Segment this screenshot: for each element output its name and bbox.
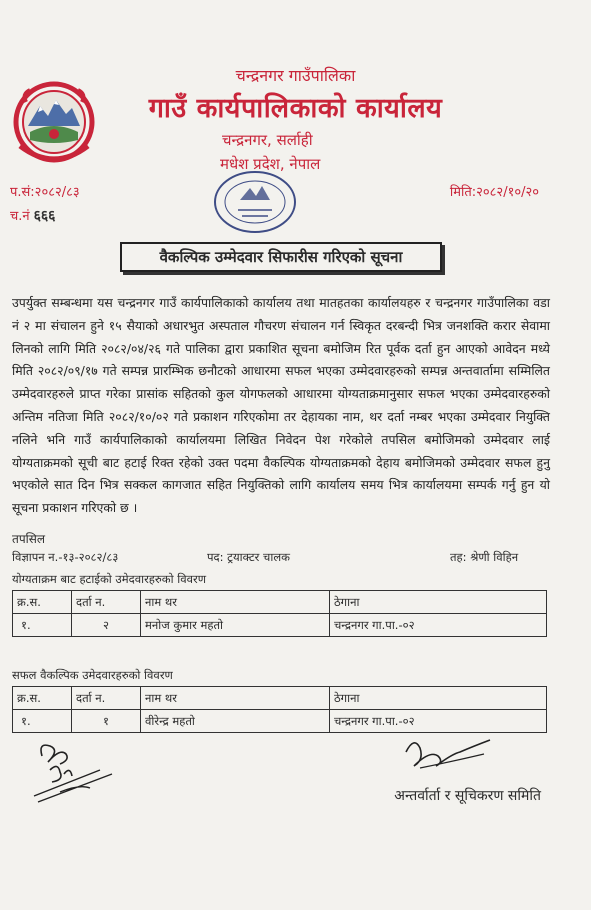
table-row xyxy=(13,710,547,733)
signature-right-icon xyxy=(400,732,500,782)
table-header-row xyxy=(13,591,547,614)
cell-name: वीरेन्द्र महतो xyxy=(141,710,330,733)
cell-serial: १. xyxy=(13,710,72,733)
selected-candidates-title: सफल वैकल्पिक उमेदवारहरुको विवरण xyxy=(12,668,173,682)
cell-address: चन्द्रनगर गा.पा.-०२ xyxy=(330,710,547,733)
table-row xyxy=(13,614,547,637)
office-stamp-icon xyxy=(210,166,300,238)
col-address: ठेगाना xyxy=(330,687,547,710)
selected-candidates-table xyxy=(12,686,547,733)
office-name: गाउँ कार्यपालिकाको कार्यालय xyxy=(148,93,443,124)
removed-candidates-title: योग्यताक्रम बाट हटाईको उमेदवारहरुको विवरण xyxy=(12,572,207,586)
col-reg-no: दर्ता न. xyxy=(72,687,141,710)
notice-title: वैकल्पिक उम्मेदवार सिफारीस गरिएको सूचना xyxy=(120,242,442,272)
post-name: पद: ट्रयाक्टर चालक xyxy=(207,550,290,564)
cell-reg-no: २ xyxy=(72,614,141,637)
issue-date: मिति:२०८२/१०/२० xyxy=(449,185,539,200)
removed-candidates-table xyxy=(12,590,547,637)
table-header-row xyxy=(13,687,547,710)
col-address: ठेगाना xyxy=(330,591,547,614)
cell-name: मनोज कुमार महतो xyxy=(141,614,330,637)
col-name: नाम थर xyxy=(141,687,330,710)
address-line-2: मधेश प्रदेश, नेपाल xyxy=(220,155,321,173)
col-serial: क्र.स. xyxy=(13,687,72,710)
cell-address: चन्द्रनगर गा.पा.-०२ xyxy=(330,614,547,637)
col-name: नाम थर xyxy=(141,591,330,614)
col-serial: क्र.स. xyxy=(13,591,72,614)
municipality-name: चन्द्रनगर गाउँपालिका xyxy=(235,66,356,85)
committee-name: अन्तर्वार्ता र सूचिकरण समिति xyxy=(394,788,541,804)
cell-serial: १. xyxy=(13,614,72,637)
address-line-1: चन्द्रनगर, सर्लाही xyxy=(222,131,313,149)
post-level: तह: श्रेणी विहिन xyxy=(450,550,519,564)
dispatch-label: च.नं xyxy=(10,209,30,224)
advert-number: विज्ञापन न.-१३-२०८२/८३ xyxy=(12,550,119,564)
col-reg-no: दर्ता न. xyxy=(72,591,141,614)
dispatch-number xyxy=(10,206,55,225)
letter-number: प.सं:२०८२/८३ xyxy=(10,185,80,200)
schedule-label: तपसिल xyxy=(12,532,46,546)
dispatch-value: ६६६ xyxy=(33,208,56,224)
cell-reg-no: १ xyxy=(72,710,141,733)
signature-left-icon xyxy=(30,736,130,806)
notice-body: उपर्युक्त सम्बन्धमा यस चन्द्रनगर गाउँ कार्यपालिकाको कार्यालय तथा मातहतका कार्यालयहरु र चन्द्रनगर गाउँपालिका वडा नं २ मा संचालन हुने १५ सैयाको अधारभुत अस्पताल गौचरण संचालन गर्न स्विकृत दरबन्दी भित्र जनशक्ति करार सेवामा लिनको लागि मिति २०८२/०४/२६ गते पालिका द्वारा प्रकाशित सूचना बमोजिम रित पूर्वक दर्ता हुन आएको आवेदन मध्ये मिति २०८२/०९/१७ गते सम्पन्न प्रारम्भिक छनौटको आधारमा सफल भएका उम्मेदवारहरुको सम्पन्न अन्तवार्तामा सम्मिलित उम्मेदवारहरुले प्राप्त गरेका प्रासांक सहितको कुल योगफलको आधारमा योग्यताक्रमानुसार सफल भएका उम्मेदवारहरुको अन्तिम नतिजा मिति २०८२/१०/०२ गते प्रकाशन गरिएकोमा तर देहायका नाम, थर दर्ता नम्बर भएका उम्मेदवार नियुक्ति नलिने भनि गाउँ कार्यपालिकाको कार्यालयमा लिखित निवेदन पेश गरेकोले तपसिल बमोजिमको उम्मेदवार लाई योग्यताक्रमको सूची बाट हटाई रिक्त रहेको उक्त पदमा वैकल्पिक योग्यताक्रमको देहाय बमोजिमको उम्मेदवार सफल हुनु भएकोले सात दिन भित्र सक्कल कागजात सहित नियुक्तिको लागि कार्यालय समय भित्र कार्यालयमा सम्पर्क गर्नु हुन यो सूचना प्रकाशन गरिएको छ । xyxy=(12,295,550,516)
